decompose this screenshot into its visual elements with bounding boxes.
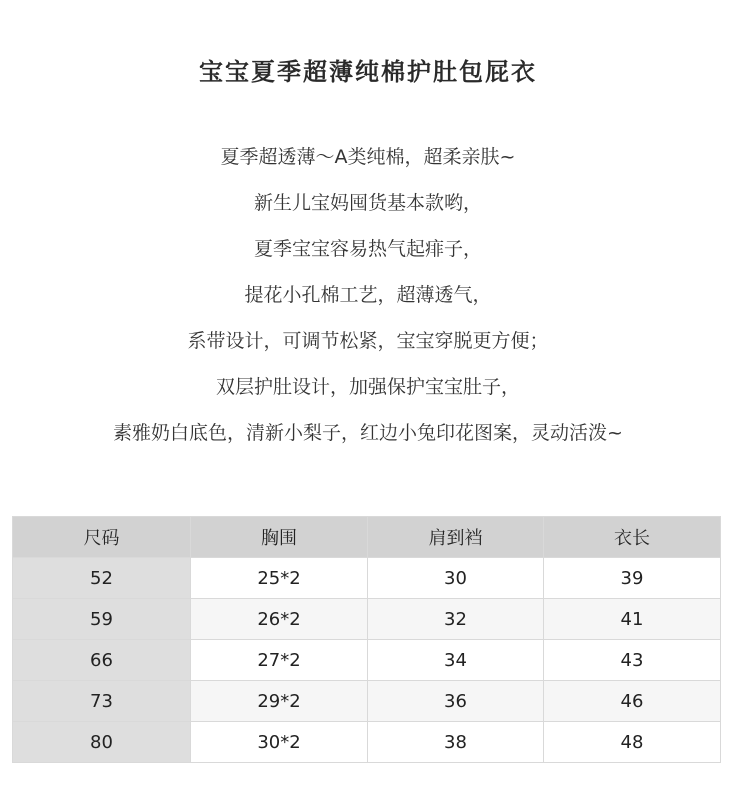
chest-cell: 29*2 bbox=[191, 681, 368, 722]
header-length: 衣长 bbox=[544, 517, 721, 558]
description-line: 夏季超透薄～A类纯棉，超柔亲肤~ bbox=[220, 146, 516, 168]
size-table bbox=[12, 516, 721, 763]
table-row bbox=[13, 722, 721, 763]
description-line: 素雅奶白底色，清新小梨子，红边小兔印花图案，灵动活泼~ bbox=[113, 422, 623, 444]
size-cell: 59 bbox=[13, 599, 191, 640]
size-cell: 66 bbox=[13, 640, 191, 681]
length-cell: 39 bbox=[544, 558, 721, 599]
page-title: 宝宝夏季超薄纯棉护肚包屁衣 bbox=[199, 58, 537, 86]
table-row bbox=[13, 558, 721, 599]
size-cell: 80 bbox=[13, 722, 191, 763]
chest-cell: 25*2 bbox=[191, 558, 368, 599]
description-line: 双层护肚设计，加强保护宝宝肚子， bbox=[215, 376, 520, 398]
length-cell: 41 bbox=[544, 599, 721, 640]
header-size: 尺码 bbox=[13, 517, 191, 558]
length-cell: 46 bbox=[544, 681, 721, 722]
shoulder-crotch-cell: 36 bbox=[368, 681, 544, 722]
shoulder-crotch-cell: 30 bbox=[368, 558, 544, 599]
chest-cell: 26*2 bbox=[191, 599, 368, 640]
shoulder-crotch-cell: 34 bbox=[368, 640, 544, 681]
header-chest: 胸围 bbox=[191, 517, 368, 558]
shoulder-crotch-cell: 32 bbox=[368, 599, 544, 640]
table-row bbox=[13, 681, 721, 722]
chest-cell: 27*2 bbox=[191, 640, 368, 681]
header-shoulder-to-crotch: 肩到裆 bbox=[368, 517, 544, 558]
table-row bbox=[13, 599, 721, 640]
description-line: 系带设计，可调节松紧，宝宝穿脱更方便； bbox=[187, 330, 549, 352]
table-row bbox=[13, 640, 721, 681]
size-cell: 52 bbox=[13, 558, 191, 599]
description-line: 夏季宝宝容易热气起痱子， bbox=[253, 238, 482, 260]
description-list bbox=[0, 134, 736, 456]
description-line: 新生儿宝妈囤货基本款哟， bbox=[253, 192, 482, 214]
chest-cell: 30*2 bbox=[191, 722, 368, 763]
shoulder-crotch-cell: 38 bbox=[368, 722, 544, 763]
length-cell: 48 bbox=[544, 722, 721, 763]
table-header-row bbox=[13, 517, 721, 558]
length-cell: 43 bbox=[544, 640, 721, 681]
description-line: 提花小孔棉工艺，超薄透气， bbox=[244, 284, 492, 306]
size-cell: 73 bbox=[13, 681, 191, 722]
